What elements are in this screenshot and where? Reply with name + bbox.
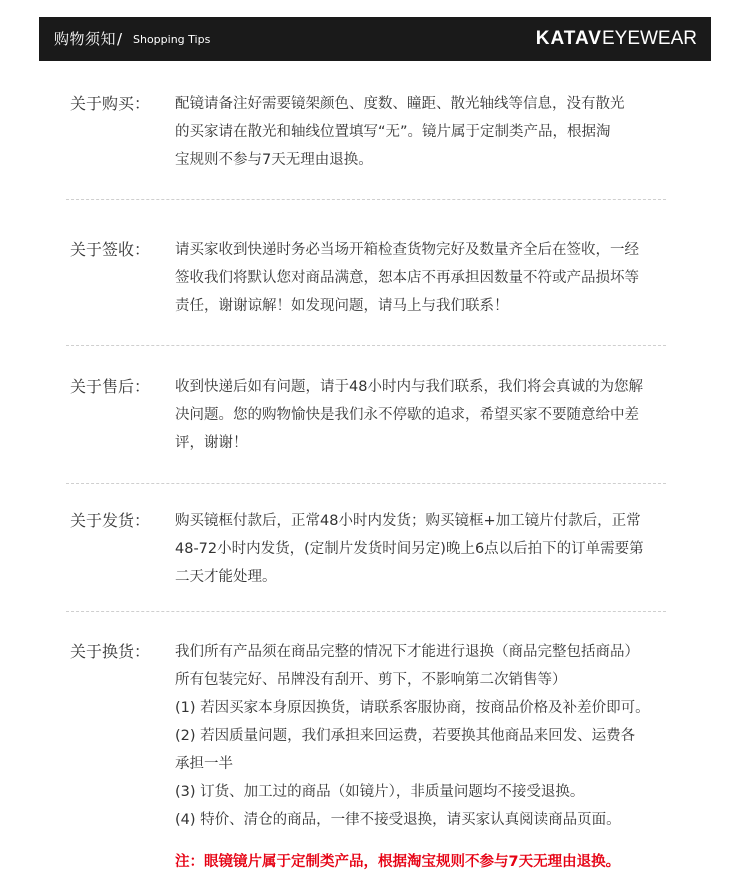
section-aftersale-body xyxy=(175,373,697,457)
section-shipping-body xyxy=(175,507,697,591)
text-line: 我们所有产品须在商品完整的情况下才能进行退换（商品完整包括商品） xyxy=(175,644,639,660)
text-line: 决问题。您的购物愉快是我们永不停歇的追求，希望买家不要随意给中差 xyxy=(175,407,639,423)
list-item-continuation: 承担一半 xyxy=(175,756,233,772)
text-line: 的买家请在散光和轴线位置填写“无”。镜片属于定制类产品，根据淘 xyxy=(175,124,611,140)
brand-logo-secondary: EYEWEAR xyxy=(601,28,697,49)
text-line: 责任，谢谢谅解！如发现问题，请马上与我们联系！ xyxy=(175,298,509,314)
list-item: (1) 若因买家本身原因换货，请联系客服协商，按商品价格及补差价即可。 xyxy=(175,700,650,716)
section-shipping-label: 关于发货： xyxy=(70,511,151,530)
text-line: 收到快递后如有问题，请于48小时内与我们联系，我们将会真诚的为您解 xyxy=(175,379,643,395)
section-divider xyxy=(66,199,666,200)
section-exchange-label: 关于换货： xyxy=(70,642,151,661)
text-line: 评，谢谢！ xyxy=(175,435,248,451)
warning-note: 注：眼镜镜片属于定制类产品，根据淘宝规则不参与7天无理由退换。 xyxy=(175,854,621,870)
section-divider xyxy=(66,611,666,612)
list-item: (4) 特价、清仓的商品，一律不接受退换，请买家认真阅读商品页面。 xyxy=(175,812,621,828)
text-line: 签收我们将默认您对商品满意，恕本店不再承担因数量不符或产品损坏等 xyxy=(175,270,639,286)
section-purchase-body xyxy=(175,90,697,174)
header-title-cn: 购物须知 xyxy=(54,30,117,48)
text-line: 二天才能处理。 xyxy=(175,569,277,585)
section-purchase-label: 关于购买： xyxy=(70,94,151,113)
section-receipt-body xyxy=(175,236,697,320)
text-line: 配镜请备注好需要镜架颜色、度数、瞳距、散光轴线等信息，没有散光 xyxy=(175,96,625,112)
brand-logo xyxy=(536,27,697,51)
text-line: 48-72小时内发货，(定制片发货时间另定)晚上6点以后拍下的订单需要第 xyxy=(175,541,644,557)
header-separator: / xyxy=(117,30,123,48)
section-exchange-body xyxy=(175,638,697,834)
text-line: 所有包装完好、吊牌没有刮开、剪下，不影响第二次销售等） xyxy=(175,672,567,688)
page-header xyxy=(39,17,711,61)
list-item: (3) 订货、加工过的商品（如镜片），非质量问题均不接受退换。 xyxy=(175,784,585,800)
section-divider xyxy=(66,483,666,484)
list-item: (2) 若因质量问题，我们承担来回运费，若要换其他商品来回发、运费各 xyxy=(175,728,636,744)
section-aftersale-label: 关于售后： xyxy=(70,377,151,396)
section-receipt-label: 关于签收： xyxy=(70,240,151,259)
section-divider xyxy=(66,345,666,346)
text-line: 购买镜框付款后，正常48小时内发货；购买镜框+加工镜片付款后，正常 xyxy=(175,513,641,529)
text-line: 请买家收到快递时务必当场开箱检查货物完好及数量齐全后在签收，一经 xyxy=(175,242,639,258)
text-line: 宝规则不参与7天无理由退换。 xyxy=(175,152,373,168)
header-title-en: Shopping Tips xyxy=(133,33,211,46)
brand-logo-primary: KATAV xyxy=(535,28,602,49)
